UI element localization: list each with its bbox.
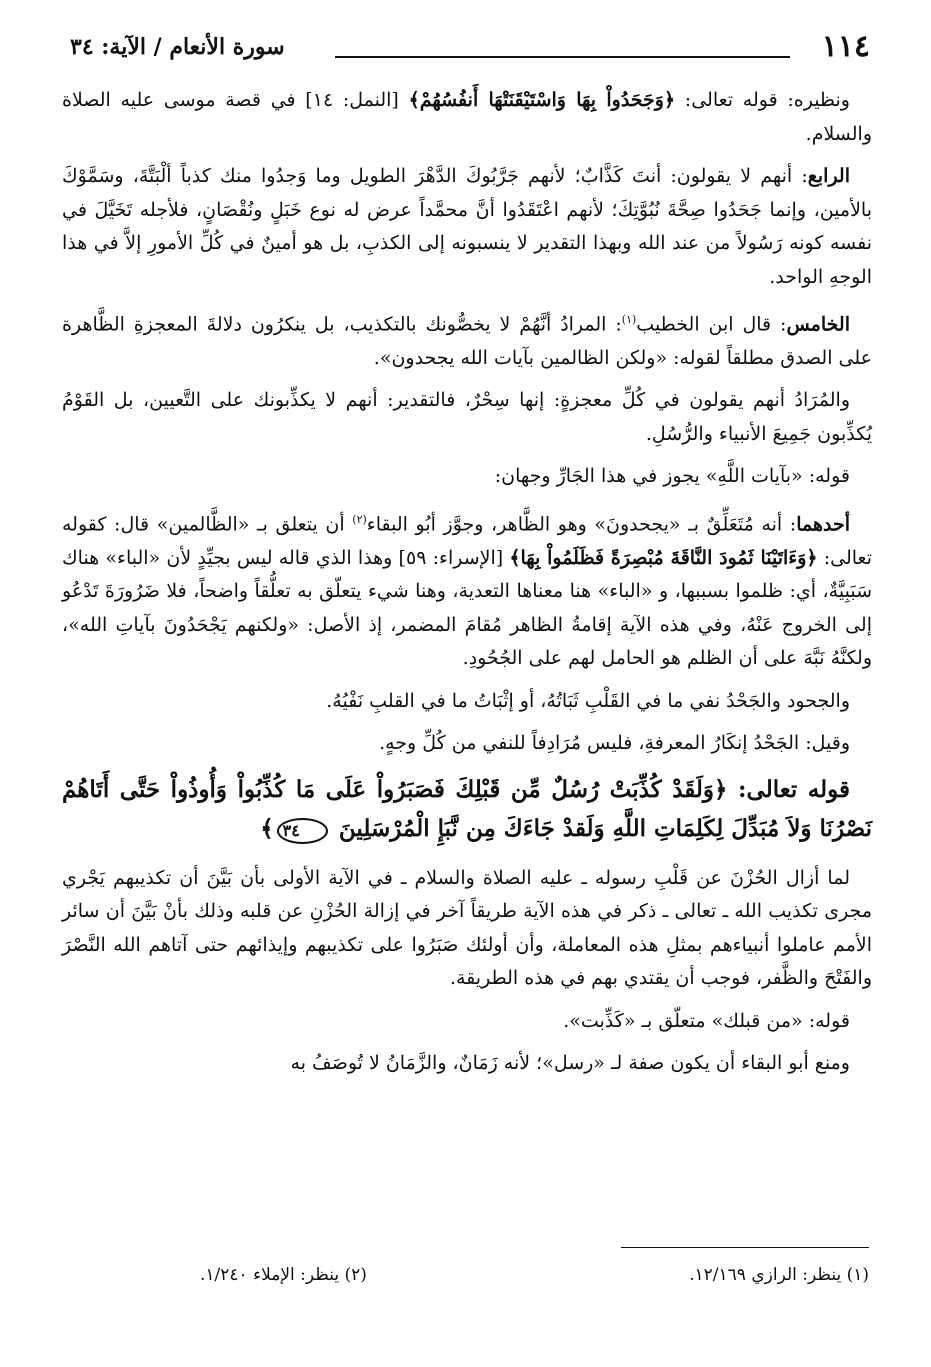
header-rule: [335, 56, 790, 58]
footnote-ref-1[interactable]: (١): [621, 313, 637, 326]
paragraph-3: [62, 303, 872, 375]
text: ونظيره: قوله تعالى:: [675, 89, 850, 111]
quran-quote: ﴿وَءَاتَيْنَا ثَمُودَ النَّاقَةَ مُبْصِرَةً فَظَلَمُواْ بِهَا﴾: [509, 546, 818, 569]
paragraph-7: والجحود والجَحْدُ نفي ما في القَلْبِ ثَبَاتُهُ، أو إثْبَاتُ ما في القلبِ نَفْيُهُ.: [326, 689, 850, 712]
paragraph-6: [62, 503, 872, 676]
footnotes: [200, 1262, 869, 1288]
page-body: [62, 84, 872, 1090]
paragraph-8: وقيل: الجَحْدُ إنكَارُ المعرفةِ، فليس مُرَادِفاً للنفي من كُلِّ وجهٍ.: [379, 732, 850, 755]
footnote-1: (١) ينظر: الرازي ١٢/١٦٩.: [689, 1265, 869, 1285]
paragraph-4: والمُرَادُ أنهم يقولون في كُلِّ معجزةٍ: إنها سِحْرٌ، فالتقدير: أنهم لا يكذِّبونك على التَّعيين، بل القَوْمُ يُكذِّبون جَمِيعَ الأنبياء والرُّسُلِ.: [62, 389, 872, 445]
section-lead: الخامس: [786, 313, 850, 336]
text: [الإسراء: ٥٩] وهذا الذي قاله ليس بجيِّدٍ لأن «الباء» هناك سَبَبِيَّةٌ، أي: ظلموا بسببها، و «الباء» هنا معناها التعدية، وهنا شيء يتعلّق به تعلُّقاً واضحاً، فلا ضَرُورَةَ تَدْعُو إلى الخروج عَنْهُ، وفي هذه الآية إقامةُ الظاهر مُقامَ المضمر، إذ الأصل: «ولكنهم يَجْحَدُونَ بآياتِ الله»، ولكنَّهُ نَبَّهَ على أن الظلم هو الحامل لهم على الجُحُودِ.: [62, 546, 872, 670]
footnote-ref-2[interactable]: (٢): [352, 512, 367, 526]
ayah-number-badge: ٣٤: [277, 818, 328, 844]
text: : أنه مُتَعَلِّقٌ بـ «يجحدونَ» وهو الظَّاهر، وجوَّز أبُو البقاء: [366, 513, 797, 536]
paragraph-5: قوله: «بآيات اللَّهِ» يجوز في هذا الجَارِّ وجهان:: [494, 465, 850, 488]
paragraph-2: [62, 160, 872, 294]
quran-quote: ﴿وَجَحَدُواْ بِهَا وَاسْتَيْقَنَتْهَا أَنفُسُهُمْ﴾: [408, 89, 676, 111]
footnote-rule: [621, 1247, 869, 1248]
text: [النمل: ١٤] في قصة موسى عليه الصلاة والسلام.: [62, 89, 872, 145]
page-number: ١١٤: [821, 29, 870, 64]
text: : المرادُ أنَّهُمْ لا يخصُّونك بالتكذيب، بل ينكرُون دلالةَ المعجزةِ الظَّاهرة على الصدق مطلقاً لقوله: «ولكن الظالمين بآيات الله يجحدون».: [62, 313, 872, 369]
footnote-2: (٢) ينظر: الإملاء ١/٢٤٠.: [200, 1265, 367, 1285]
text: : قال ابن الخطيب: [636, 313, 787, 336]
section-lead: الرابع: [807, 165, 850, 187]
section-lead: أحدهما: [796, 513, 851, 536]
paragraph-1: [62, 84, 872, 151]
verse-text: ﴿وَلَقَدْ كُذِّبَتْ رُسُلٌ مِّن قَبْلِكَ فَصَبَرُواْ عَلَى مَا كُذِّبُواْ وَأُوذُواْ حَتَّى أَتَاهُمْ نَصْرُنَا وَلاَ مُبَدِّلَ لِكَلِمَاتِ اللَّهِ وَلَقدْ جَاءَكَ مِن نَّبَإِ الْمُرْسَلِينَ: [62, 775, 872, 842]
paragraph-9: لما أزال الحُزْنَ عن قَلْبِ رسوله ـ عليه الصلاة والسلام ـ في الآية الأولى بأن بَيَّنَ أن تكذيبهم يَجْري مجرى تكذيب الله ـ تعالى ـ ذكر في هذه الآية طريقاً آخر في إزالة الحُزْنِ عن قلبه وذلك بأنْ بَيَّنَ أن سائر الأمم عاملوا أنبياءهم بمثلِ هذه المعاملة، وأن أولئك صَبَرُوا على تكذيبهم وإيذائهم حتى آتاهم الله النَّصْرَ والفَتْحَ والظَّفر، فوجب أن يقتدي بهم في هذه الطريقة.: [62, 866, 872, 990]
verse-close: ﴾: [260, 814, 274, 842]
page-header: [70, 30, 870, 70]
header-title: سورة الأنعام / الآية: ٣٤: [70, 34, 285, 60]
paragraph-10: قوله: «من قبلك» متعلّق بـ «كَذِّبت».: [563, 1009, 850, 1032]
quran-verse: [62, 770, 872, 848]
text: أن يتعلق بـ «الظَّالمين» قال: كقوله تعالى:: [62, 513, 872, 569]
verse-intro: قوله تعالى:: [727, 775, 851, 803]
text: : أنهم لا يقولون: أنتَ كَذَّابٌ؛ لأنهم جَرَّبُوكَ الدَّهْرَ الطويل وما وَجدُوا منك كذباً ألْبَتَّةَ، وسَمَّوْكَ بالأمين، وإنما جَحَدُوا صِحَّةَ نُبُوَّتِكَ؛ لأنهم اعْتَقَدُوا أنَّ محمَّداً عرض له نوع خَبَلٍ ونُقْصَانٍ، فلأجله تَخَيَّلَ في نفسه كونه رَسُولاً من عند الله وبهذا التقدير لا ينسبونه إلى الكذبِ، بل هو أمينٌ في كُلِّ الأمورِ إلاَّ في هذا الوجهِ الواحد.: [62, 165, 872, 288]
paragraph-11: ومنع أبو البقاء أن يكون صفة لـ «رسل»؛ لأنه زَمَانٌ، والزَّمَانُ لا تُوصَفُ به: [290, 1052, 850, 1075]
